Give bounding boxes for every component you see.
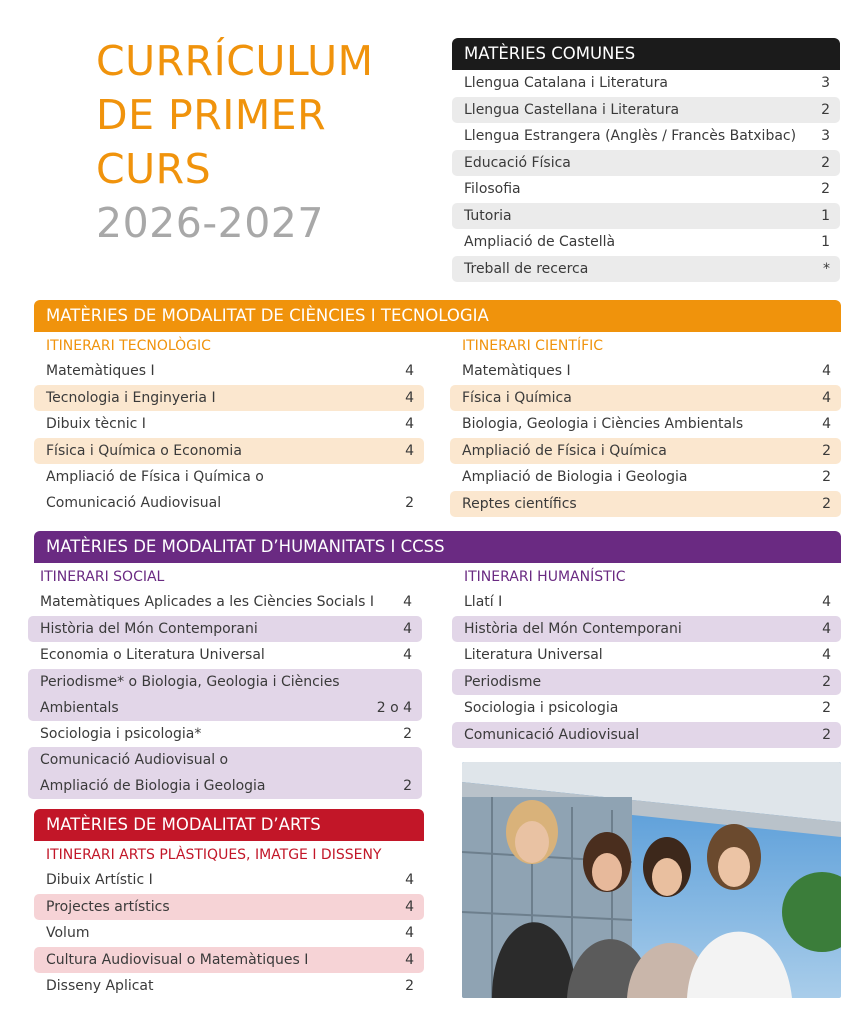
subject-row <box>452 669 841 696</box>
title-line-2: DE PRIMER <box>96 91 327 139</box>
humanitats-header: MATÈRIES DE MODALITAT D’HUMANITATS I CCSS <box>34 531 841 563</box>
subject-name: Projectes artístics <box>46 898 170 915</box>
subject-row <box>452 70 840 97</box>
subject-row <box>34 438 424 465</box>
subject-hours: 2 <box>821 154 830 171</box>
subject-name: Ampliació de Física i Química o <box>46 469 264 485</box>
arts-list <box>34 867 424 1000</box>
subject-row <box>452 229 840 256</box>
itinerari-social <box>28 565 422 799</box>
subject-hours: 4 <box>403 620 412 637</box>
subject-name: Dibuix tècnic I <box>46 416 146 432</box>
subject-row <box>452 256 840 283</box>
subject-name: Llatí I <box>464 594 503 610</box>
comunes-list <box>452 70 840 282</box>
subject-row <box>34 358 424 385</box>
subject-hours: 2 o 4 <box>376 699 412 716</box>
subject-row <box>28 642 422 669</box>
subject-hours: 2 <box>822 700 831 716</box>
subject-name: Matemàtiques I <box>462 363 571 379</box>
subject-row <box>34 947 424 974</box>
subject-name: Ampliació de Física i Química <box>462 442 667 459</box>
subject-row <box>34 973 424 1000</box>
subject-name: Llengua Castellana i Literatura <box>464 101 680 118</box>
subject-hours: 3 <box>821 75 830 91</box>
subject-hours: 2 <box>822 442 831 459</box>
subject-name: Periodisme* o Biologia, Geologia i Ciències <box>40 673 340 690</box>
subject-hours: 2 <box>822 726 831 743</box>
subject-name: Ampliació de Castellà <box>464 234 616 250</box>
subject-hours: 1 <box>821 207 830 224</box>
subject-hours: 4 <box>822 416 831 432</box>
subject-hours: 4 <box>405 872 414 888</box>
social-list <box>28 589 422 799</box>
comunes-section <box>452 38 840 282</box>
subject-hours: 4 <box>405 951 414 968</box>
subject-row <box>34 464 424 516</box>
itinerari-humanistic <box>452 565 841 748</box>
subject-row <box>28 669 422 721</box>
subject-hours: 2 <box>403 725 412 742</box>
subject-row <box>34 920 424 947</box>
subject-row <box>452 695 841 722</box>
subject-name: Sociologia i psicologia <box>464 700 619 716</box>
arts-section <box>34 809 424 1000</box>
subject-name: Història del Món Contemporani <box>464 620 682 637</box>
subject-hours: 4 <box>405 442 414 459</box>
subject-row <box>34 894 424 921</box>
arts-header: MATÈRIES DE MODALITAT D’ARTS <box>34 809 424 841</box>
subject-hours: 2 <box>821 181 830 197</box>
itinerari-arts-title: ITINERARI ARTS PLÀSTIQUES, IMATGE I DISSENY <box>46 847 382 863</box>
subject-name: Comunicació Audiovisual o <box>40 752 229 768</box>
subject-row <box>450 385 841 412</box>
subject-row <box>450 464 841 491</box>
page-title <box>96 34 374 250</box>
subject-row <box>452 97 840 124</box>
subject-row <box>452 150 840 177</box>
subject-name: Volum <box>46 925 90 941</box>
subject-name: Llengua Catalana i Literatura <box>464 75 668 91</box>
subject-hours: 4 <box>822 363 831 379</box>
subject-name-continued: Ampliació de Biologia i Geologia <box>40 778 266 794</box>
itinerari-social-title: ITINERARI SOCIAL <box>40 569 165 585</box>
subject-hours: 3 <box>821 128 830 144</box>
subject-hours: 4 <box>822 647 831 663</box>
subject-name: Treball de recerca <box>464 260 589 277</box>
itinerari-tecnologic-title: ITINERARI TECNOLÒGIC <box>46 338 211 354</box>
subject-name: Física i Química o Economia <box>46 442 242 459</box>
subject-hours: 4 <box>405 925 414 941</box>
subject-row <box>28 721 422 748</box>
subject-row <box>452 123 840 150</box>
humanitats-section <box>34 531 841 563</box>
subject-name: Ampliació de Biologia i Geologia <box>462 469 688 485</box>
subject-hours: 4 <box>822 389 831 406</box>
subject-row <box>452 722 841 749</box>
subject-hours: 2 <box>405 978 414 994</box>
subject-hours: 4 <box>405 389 414 406</box>
subject-name: Educació Física <box>464 154 571 171</box>
subject-row <box>452 642 841 669</box>
subject-hours: 4 <box>822 620 831 637</box>
subject-row <box>452 616 841 643</box>
subject-row <box>28 589 422 616</box>
subject-name: Disseny Aplicat <box>46 978 154 994</box>
humanistic-list <box>452 589 841 748</box>
subject-row <box>34 867 424 894</box>
subject-name: Física i Química <box>462 389 572 406</box>
subject-row <box>450 438 841 465</box>
itinerari-humanistic-title: ITINERARI HUMANÍSTIC <box>464 569 626 585</box>
title-line-3: CURS <box>96 145 212 193</box>
title-line-1: CURRÍCULUM <box>96 37 374 85</box>
subject-hours: 2 <box>822 673 831 690</box>
subject-hours: 2 <box>822 495 831 512</box>
subject-row <box>28 616 422 643</box>
subject-name: Economia o Literatura Universal <box>40 647 265 663</box>
comunes-header: MATÈRIES COMUNES <box>452 38 840 70</box>
subject-row <box>450 411 841 438</box>
subject-name: Filosofia <box>464 181 521 197</box>
subject-name-continued: Comunicació Audiovisual <box>46 495 222 511</box>
subject-name: Llengua Estrangera (Anglès / Francès Batxibac) <box>464 128 797 144</box>
subject-hours: * <box>823 260 830 277</box>
subject-hours: 4 <box>405 363 414 379</box>
subject-name: Biologia, Geologia i Ciències Ambientals <box>462 416 744 432</box>
itinerari-cientific-title: ITINERARI CIENTÍFIC <box>462 338 604 354</box>
subject-name: Sociologia i psicologia* <box>40 725 202 742</box>
subject-row <box>450 491 841 518</box>
subject-row <box>452 176 840 203</box>
subject-hours: 4 <box>822 594 831 610</box>
ciencies-header: MATÈRIES DE MODALITAT DE CIÈNCIES I TECNOLOGIA <box>34 300 841 332</box>
subject-name: Història del Món Contemporani <box>40 620 258 637</box>
subject-name: Tutoria <box>464 207 512 224</box>
subject-name: Periodisme <box>464 673 542 690</box>
subject-name: Dibuix Artístic I <box>46 872 153 888</box>
subject-hours: 4 <box>405 416 414 432</box>
subject-hours: 4 <box>403 647 412 663</box>
subject-name: Cultura Audiovisual o Matemàtiques I <box>46 951 309 968</box>
subject-name: Matemàtiques I <box>46 363 155 379</box>
students-photo-icon <box>462 762 841 998</box>
subject-row <box>34 411 424 438</box>
subject-hours: 4 <box>405 898 414 915</box>
subject-hours: 2 <box>821 101 830 118</box>
subject-hours: 2 <box>405 495 414 511</box>
subject-row <box>34 385 424 412</box>
tecnologic-list <box>34 358 424 516</box>
students-photo <box>462 762 841 998</box>
itinerari-cientific <box>450 334 841 517</box>
subject-hours: 1 <box>821 234 830 250</box>
subject-name-continued: Ambientals <box>40 699 119 716</box>
subject-name: Tecnologia i Enginyeria I <box>46 389 216 406</box>
subject-hours: 4 <box>403 594 412 610</box>
subject-row <box>452 203 840 230</box>
subject-hours: 2 <box>403 778 412 794</box>
itinerari-tecnologic <box>34 334 424 516</box>
subject-row <box>28 747 422 799</box>
subject-row <box>450 358 841 385</box>
ciencies-section <box>34 300 841 332</box>
cientific-list <box>450 358 841 517</box>
subject-name: Comunicació Audiovisual <box>464 726 640 743</box>
subject-name: Reptes científics <box>462 495 577 512</box>
subject-hours: 2 <box>822 469 831 485</box>
subject-name: Literatura Universal <box>464 647 603 663</box>
subject-name: Matemàtiques Aplicades a les Ciències Socials I <box>40 594 374 610</box>
subject-row <box>452 589 841 616</box>
title-year: 2026-2027 <box>96 199 324 247</box>
